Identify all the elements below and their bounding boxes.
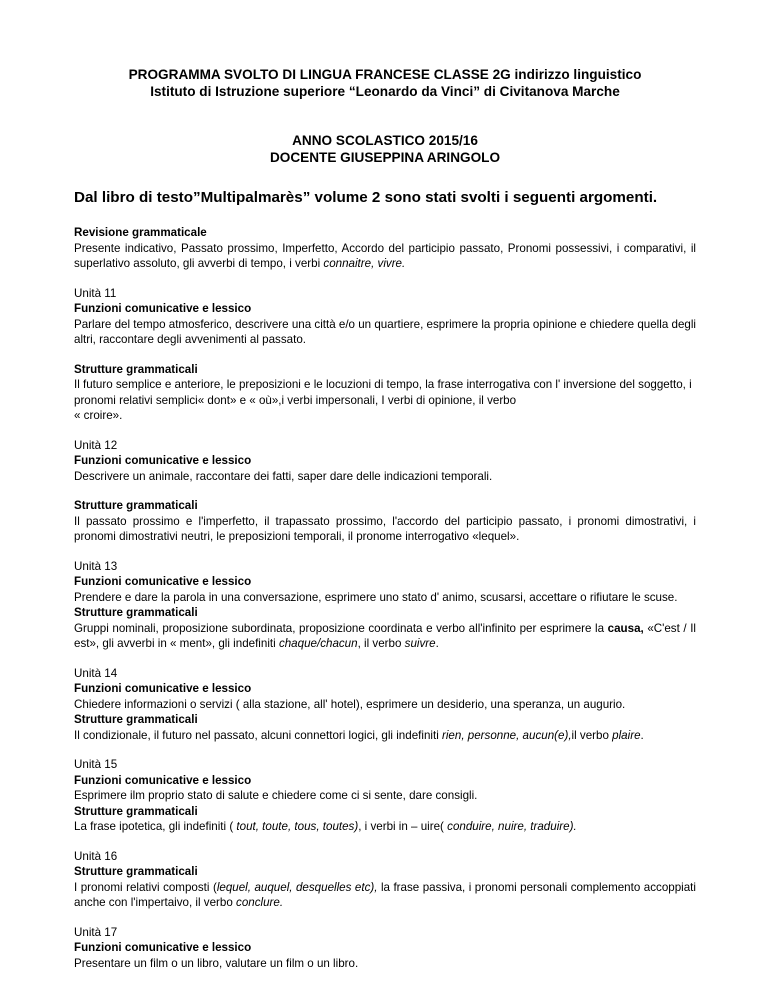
section-unit-14 [74, 666, 696, 744]
struct-heading: Strutture grammaticali [74, 804, 198, 818]
struct-text: I pronomi relativi composti (lequel, auquel, desquelles etc), la frase passiva, i pronomi personali complemento accoppiati anche con l'impertaivo, il verbo conclure. [74, 880, 696, 909]
func-text: Chiedere informazioni o servizi ( alla stazione, all' hotel), esprimere un desiderio, una speranza, un augurio. [74, 697, 626, 711]
lead-sentence: Dal libro di testo”Multipalmarès” volume 2 sono stati svolti i seguenti argomenti. [74, 189, 658, 206]
document-page [74, 0, 696, 971]
func-text: Descrivere un animale, raccontare dei fatti, saper dare delle indicazioni temporali. [74, 469, 493, 483]
func-text: Parlare del tempo atmosferico, descrivere una città e/o un quartiere, esprimere la propria opinione e chiedere quella degli altri, raccontare degli avvenimenti al passato. [74, 317, 696, 346]
func-text: Esprimere ilm proprio stato di salute e chiedere come ci si sente, dare consigli. [74, 789, 478, 802]
unit-title: Unità 11 [74, 286, 117, 300]
teacher-name: DOCENTE GIUSEPPINA ARINGOLO [269, 150, 501, 165]
unit-title: Unità 14 [74, 666, 118, 680]
school-year: ANNO SCOLASTICO 2015/16 [292, 133, 478, 148]
unit-title: Unità 17 [74, 925, 118, 939]
func-heading: Funzioni comunicative e lessico [74, 454, 252, 467]
section-unit-13 [74, 559, 696, 652]
section-unit-12 [74, 438, 696, 485]
unit-title: Unità 12 [74, 438, 118, 452]
struct-text: Il futuro semplice e anteriore, le preposizioni e le locuzioni di tempo, la frase interrogativa con l' inversione del soggetto, i pronomi relativi semplici« dont» e « où»,i verbi impersonali, I verbi di opinione, il verbo [74, 378, 692, 407]
section-unit-15 [74, 757, 696, 835]
unit-title: Unità 13 [74, 559, 118, 573]
header-title: PROGRAMMA SVOLTO DI LINGUA FRANCESE CLASSE 2G indirizzo linguistico [128, 67, 642, 82]
section-unit-16 [74, 849, 696, 911]
struct-heading: Strutture grammaticali [74, 499, 198, 512]
section-revision [74, 225, 696, 272]
struct-text: La frase ipotetica, gli indefiniti ( tout, toute, tous, toutes), i verbi in – uire( conduire, nuire, traduire). [74, 820, 577, 833]
func-heading: Funzioni comunicative e lessico [74, 302, 252, 315]
func-heading: Funzioni comunicative e lessico [74, 773, 252, 787]
header-school: Istituto di Istruzione superiore “Leonardo da Vinci” di Civitanova Marche [150, 84, 620, 99]
unit-title: Unità 15 [74, 758, 118, 771]
document-header [74, 66, 696, 100]
func-heading: Funzioni comunicative e lessico [74, 941, 252, 954]
revision-text: Presente indicativo, Passato prossimo, Imperfetto, Accordo del participio passato, Pronomi possessivi, i comparativi, il superlativo assoluto, gli avverbi di tempo, i verbi connaitre, vivre. [74, 241, 696, 270]
section-unit-11-struct [74, 362, 696, 424]
struct-text: Il condizionale, il futuro nel passato, alcuni connettori logici, gli indefiniti rien, personne, aucun(e),il verbo plaire. [74, 728, 644, 742]
struct-text: Il passato prossimo e l'imperfetto, il trapassato prossimo, l'accordo del participio passato, i pronomi dimostrativi, i pronomi dimostrativi neutri, le preposizioni temporali, il pronome interrogativo «lequel». [74, 514, 696, 543]
struct-heading: Strutture grammaticali [74, 362, 198, 376]
func-text: Presentare un film o un libro, valutare un film o un libro. [74, 956, 359, 970]
struct-text-cont: « croire». [74, 409, 123, 422]
struct-heading: Strutture grammaticali [74, 606, 198, 619]
document-subheader [74, 132, 696, 166]
struct-heading: Strutture grammaticali [74, 865, 198, 878]
struct-text: Gruppi nominali, proposizione subordinata, proposizione coordinata e verbo all'infinito per esprimere la causa, «C'est / Il est», gli avverbi in « ment», gli indefiniti chaque/chacun, il verbo suivre. [74, 621, 696, 650]
revision-heading: Revisione grammaticale [74, 226, 207, 239]
section-unit-12-struct [74, 498, 696, 545]
unit-title: Unità 16 [74, 849, 118, 863]
func-text: Prendere e dare la parola in una conversazione, esprimere uno stato d' animo, scusarsi, accettare o rifiutare le scuse. [74, 590, 678, 604]
func-heading: Funzioni comunicative e lessico [74, 682, 252, 695]
section-unit-11 [74, 286, 696, 348]
section-unit-17 [74, 925, 696, 972]
func-heading: Funzioni comunicative e lessico [74, 575, 252, 588]
struct-heading: Strutture grammaticali [74, 713, 198, 726]
